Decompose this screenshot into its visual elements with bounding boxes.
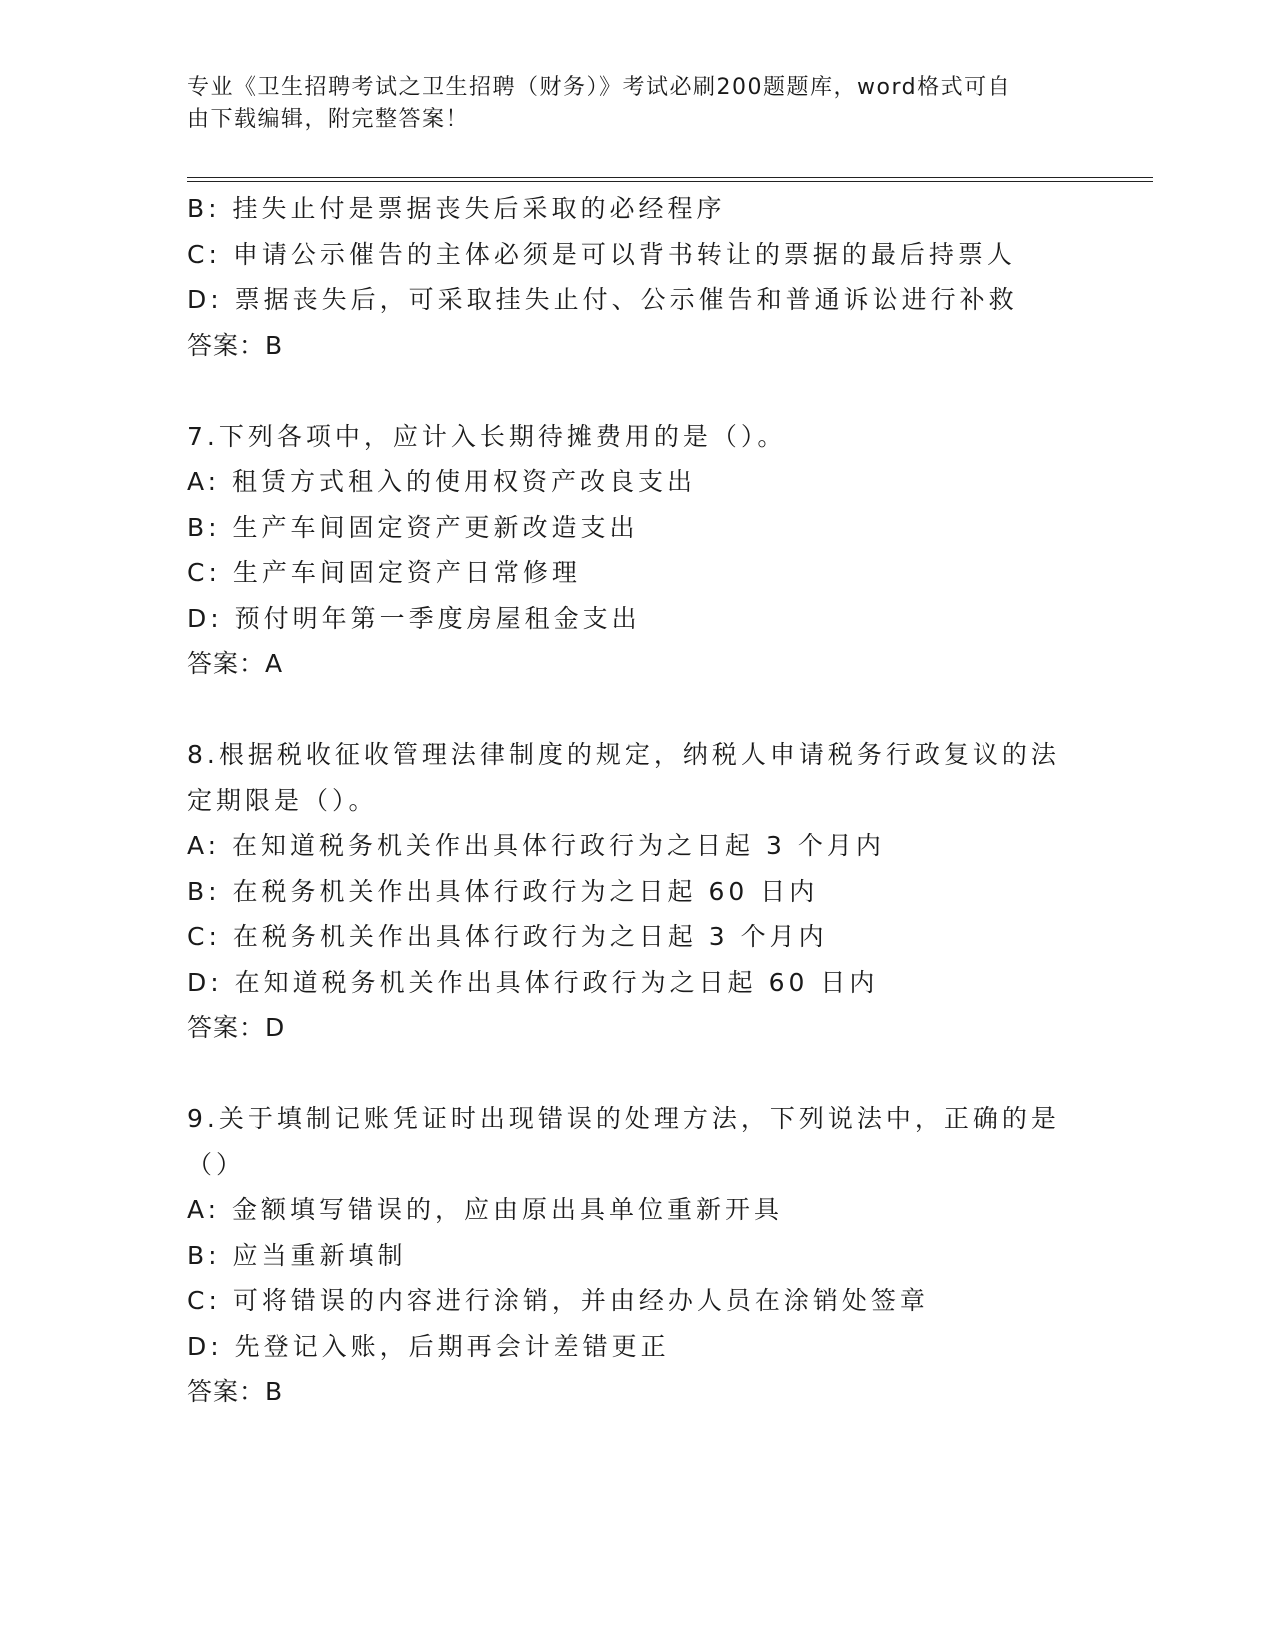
option-a: A: 在知道税务机关作出具体行政行为之日起 3 个月内: [187, 831, 885, 860]
option-a: A: 租赁方式租入的使用权资产改良支出: [187, 467, 697, 496]
option-a: A: 金额填写错误的，应由原出具单位重新开具: [187, 1195, 784, 1224]
option-c: C: 申请公示催告的主体必须是可以背书转让的票据的最后持票人: [187, 239, 1016, 269]
question-stem-line-2: 定期限是（）。: [187, 785, 378, 815]
option-c: C: 可将错误的内容进行涂销，并由经办人员在涂销处签章: [187, 1286, 929, 1315]
question-6-continued: [187, 186, 1087, 368]
question-stem-line-1: 8.根据税收征收管理法律制度的规定，纳税人申请税务行政复议的法: [187, 740, 1060, 769]
header-divider: [187, 177, 1153, 182]
option-d: D: 先登记入账，后期再会计差错更正: [187, 1331, 670, 1361]
spacer: [187, 687, 1087, 733]
question-stem-line-2: （）: [187, 1149, 246, 1179]
header-line-2: 由下载编辑，附完整答案！: [187, 107, 470, 132]
option-c: C: 生产车间固定资产日常修理: [187, 558, 581, 587]
option-d: D: 票据丧失后，可采取挂失止付、公示催告和普通诉讼进行补救: [187, 285, 1018, 314]
header-line-1: 专业《卫生招聘考试之卫生招聘（财务）》考试必刷200题题库，word格式可自: [187, 75, 1012, 100]
option-b: B: 在税务机关作出具体行政行为之日起 60 日内: [187, 876, 819, 906]
question-stem-line-1: 9.关于填制记账凭证时出现错误的处理方法，下列说法中，正确的是: [187, 1104, 1060, 1133]
question-7: [187, 414, 1087, 687]
option-b: B: 挂失止付是票据丧失后采取的必经程序: [187, 194, 726, 223]
answer: 答案：B: [187, 330, 284, 360]
question-9: [187, 1096, 1087, 1415]
option-b: B: 应当重新填制: [187, 1240, 407, 1270]
spacer: [187, 1051, 1087, 1097]
spacer: [187, 368, 1087, 414]
answer: 答案：A: [187, 649, 284, 678]
document-header: [187, 72, 1067, 136]
option-d: D: 在知道税务机关作出具体行政行为之日起 60 日内: [187, 967, 879, 997]
option-b: B: 生产车间固定资产更新改造支出: [187, 512, 639, 542]
option-c: C: 在税务机关作出具体行政行为之日起 3 个月内: [187, 922, 828, 951]
question-8: [187, 732, 1087, 1051]
question-stem: 7.下列各项中，应计入长期待摊费用的是（）。: [187, 421, 787, 451]
option-d: D: 预付明年第一季度房屋租金支出: [187, 603, 641, 633]
answer: 答案：D: [187, 1013, 286, 1042]
answer: 答案：B: [187, 1377, 284, 1406]
question-list: [187, 186, 1087, 1415]
